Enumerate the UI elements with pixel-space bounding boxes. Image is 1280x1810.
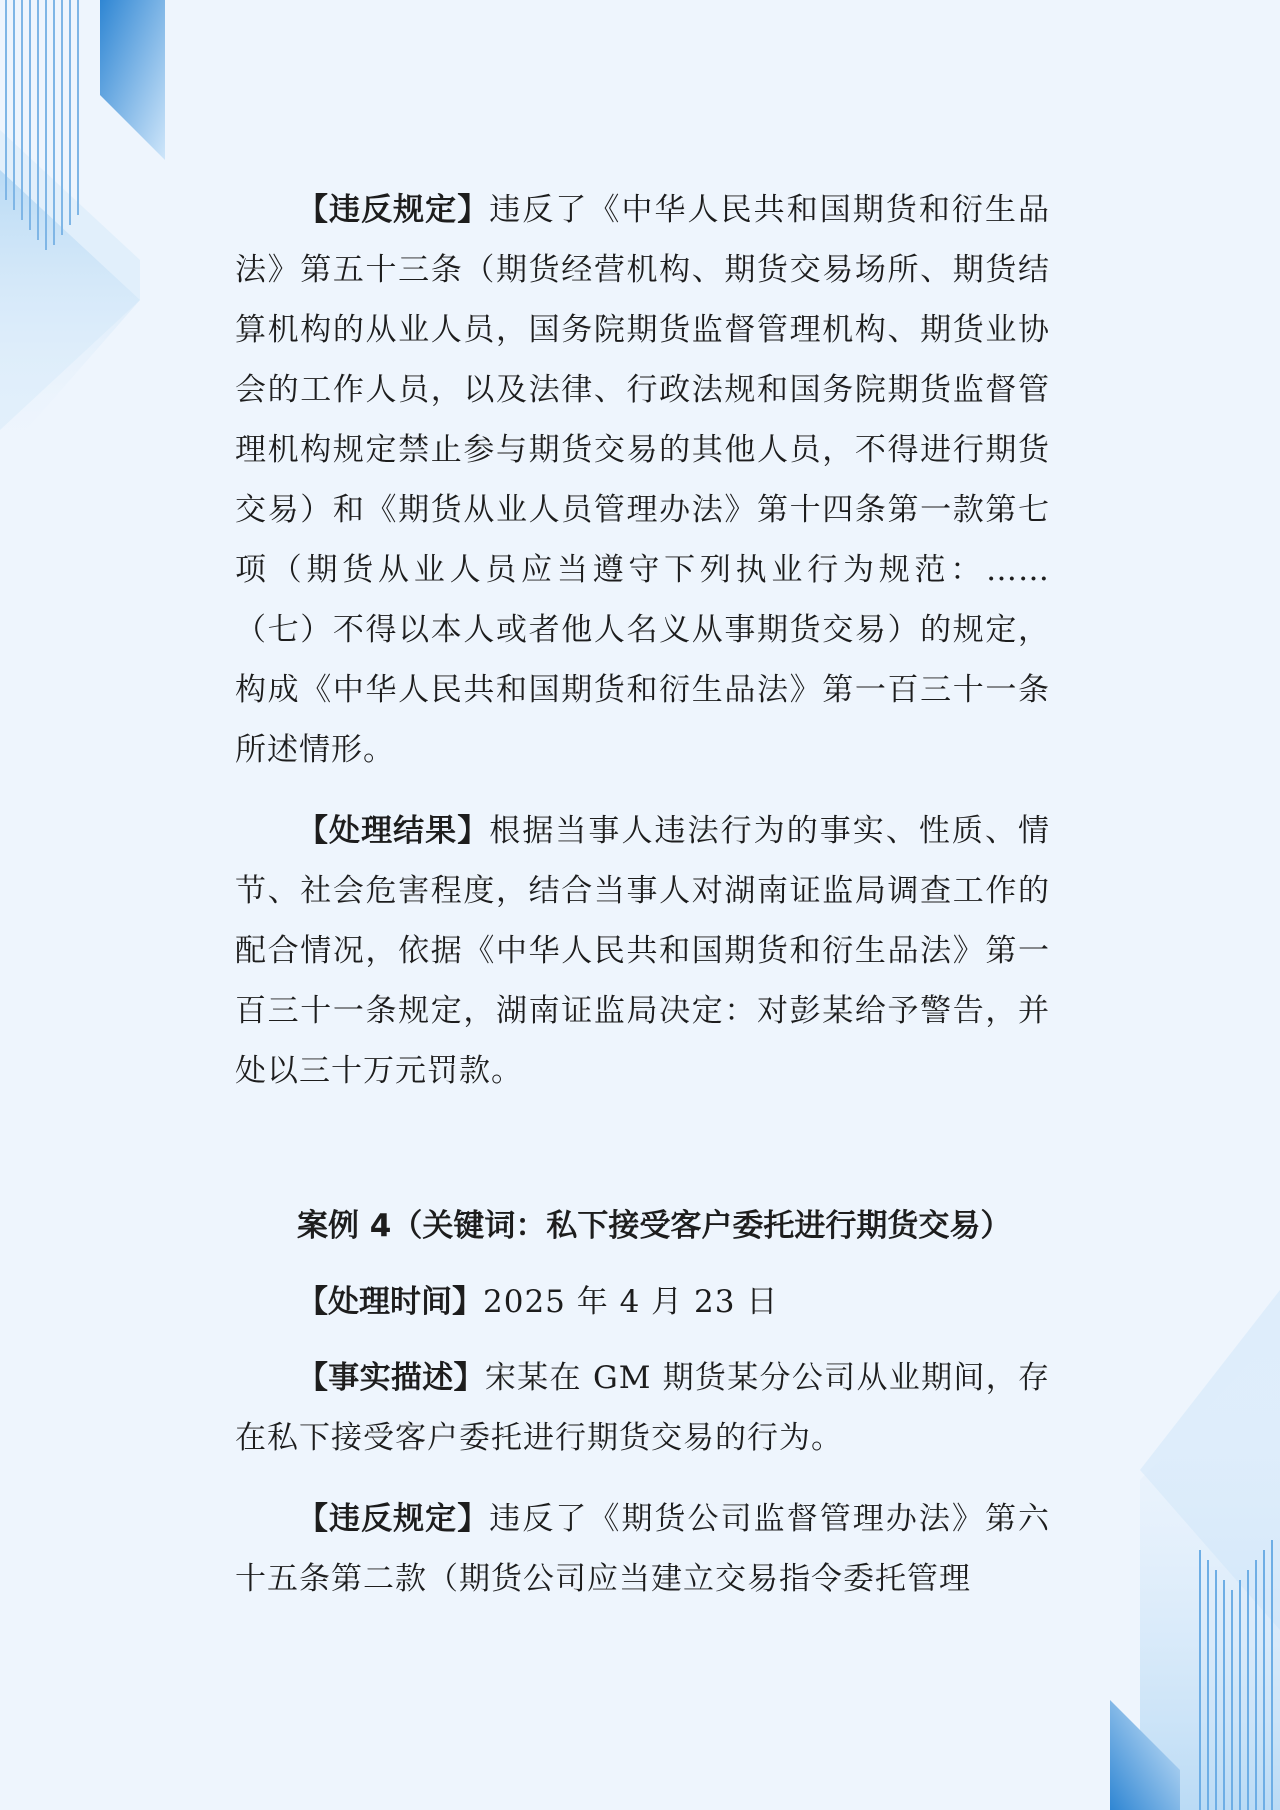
case-4-facts-paragraph bbox=[235, 1348, 1050, 1468]
corner-decoration-bottom-right bbox=[1080, 1230, 1280, 1810]
case-4-time-text: 2025 年 4 月 23 日 bbox=[483, 1284, 779, 1320]
case-4-facts-label: 【事实描述】 bbox=[297, 1360, 485, 1396]
result-label: 【处理结果】 bbox=[297, 813, 490, 849]
case-4-violation-paragraph bbox=[235, 1489, 1050, 1609]
case-4-facts-text: 宋某在 GM 期货某分公司从业期间，存在私下接受客户委托进行期货交易的行为。 bbox=[235, 1360, 1051, 1456]
case-4-violation-text: 违反了《期货公司监督管理办法》第六十五条第二款（期货公司应当建立交易指令委托管理 bbox=[235, 1501, 1051, 1597]
case-4-time-label: 【处理时间】 bbox=[297, 1284, 483, 1320]
result-paragraph bbox=[235, 801, 1050, 1101]
corner-decoration-top-left bbox=[0, 0, 200, 500]
case-4-heading bbox=[235, 1196, 1050, 1256]
violation-text: 违反了《中华人民共和国期货和衍生品法》第五十三条（期货经营机构、期货交易场所、期货结算机构的从业人员，国务院期货监督管理机构、期货业协会的工作人员，以及法律、行政法规和国务院期货监督管理机构规定禁止参与期货交易的其他人员，不得进行期货交易）和《期货从业人员管理办法》第十四条第一款第七项（期货从业人员应当遵守下列执业行为规范：……（七）不得以本人或者他人名义从事期货交易）的规定，构成《中华人民共和国期货和衍生品法》第一百三十一条所述情形。 bbox=[235, 192, 1051, 768]
case-4-keywords: （关键词：私下接受客户委托进行期货交易） bbox=[391, 1208, 1012, 1244]
case-4-title: 案例 4 bbox=[297, 1208, 392, 1244]
case-4-time-paragraph bbox=[235, 1272, 1050, 1332]
result-text: 根据当事人违法行为的事实、性质、情节、社会危害程度，结合当事人对湖南证监局调查工作的配合情况，依据《中华人民共和国期货和衍生品法》第一百三十一条规定，湖南证监局决定：对彭某给予警告，并处以三十万元罚款。 bbox=[235, 813, 1051, 1089]
document-body bbox=[235, 180, 1050, 1630]
violation-label: 【违反规定】 bbox=[297, 192, 490, 228]
violation-paragraph bbox=[235, 180, 1050, 780]
case-4-violation-label: 【违反规定】 bbox=[297, 1501, 490, 1537]
